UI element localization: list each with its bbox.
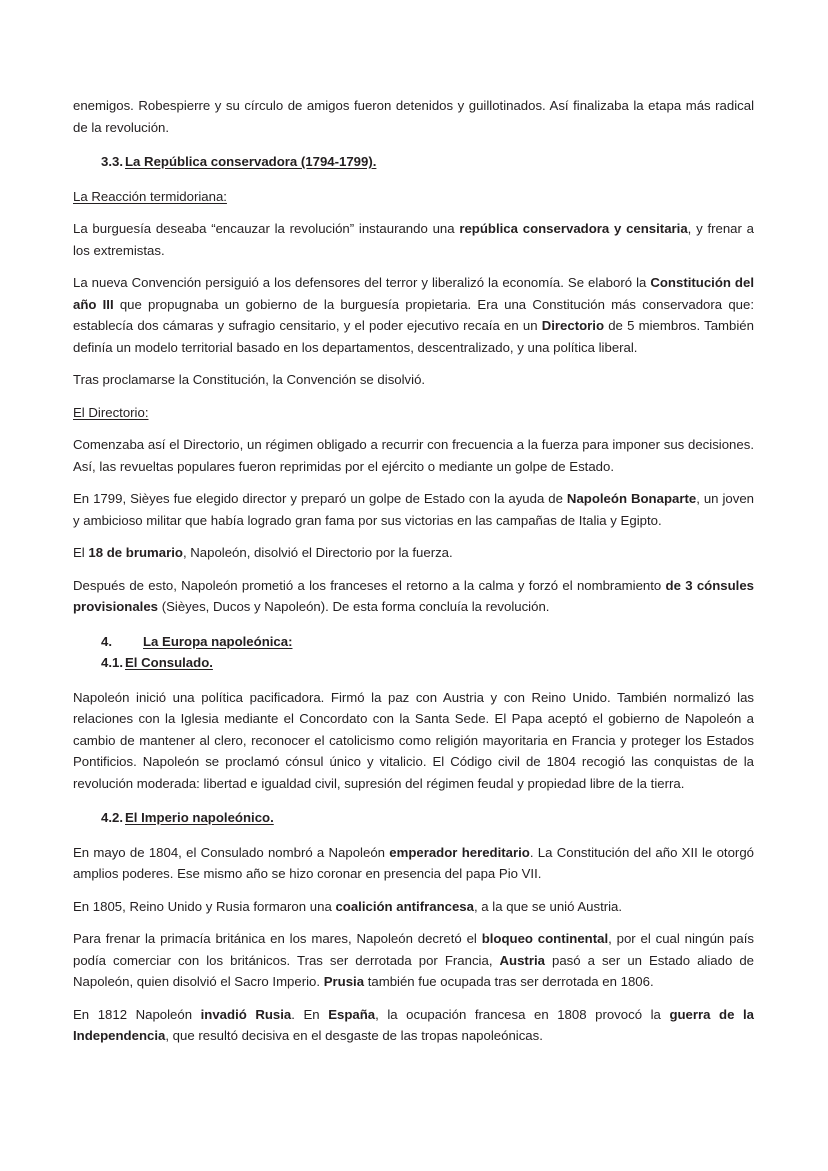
text-run: que propugnaba un gobierno de la burguesía propietaria. Era una Constitución más conservadora que: establecía dos cámaras y sufragio censitario, y el poder ejecutivo recaía en un [73, 296, 754, 333]
bold-text-run: emperador hereditario [389, 844, 530, 860]
section-sublabel [73, 186, 754, 208]
paragraph [73, 928, 754, 993]
text-run: Napoleón inició una política pacificadora. Firmó la paz con Austria y con Reino Unido. También normalizó las relaciones con la Iglesia mediante el Concordato con la Santa Sede. El Papa aceptó el gobierno de Napoleón a cambio de mantener al clero, reconocer el catolicismo como religión mayoritaria en Francia y proteger los Estados Pontificios. Napoleón se proclamó cónsul único y vitalicio. El Código civil de 1804 recogió las conquistas de la revolución moderada: libertad e igualdad civil, supresión del régimen feudal y propiedad libre de la tierra. [73, 689, 754, 791]
text-run: , y frenar a los extremistas. [73, 221, 754, 258]
heading-number: 4. [101, 633, 112, 649]
text-run: , a la que se unió Austria. [473, 898, 623, 914]
section-heading [73, 652, 754, 674]
text-run: enemigos. Robespierre y su círculo de amigos fueron detenidos y guillotinados. Así finalizaba la etapa más radical de la revolución. [73, 98, 754, 135]
heading-title: El Imperio napoleónico. [125, 810, 274, 825]
paragraph [73, 687, 754, 795]
text-run: En 1799, Sièyes fue elegido director y preparó un golpe de Estado con la ayuda de [73, 491, 567, 506]
paragraph [73, 542, 754, 564]
bold-text-run: de 3 cónsules provisionales [73, 577, 754, 614]
text-run: pasó a ser un Estado aliado de Napoleón, quien disolvió el Sacro Imperio. [73, 952, 754, 989]
paragraph [73, 369, 754, 391]
text-run: En 1812 Napoleón [73, 1006, 201, 1022]
text-run: de 5 miembros. También definía un modelo territorial basado en los departamentos, descentralizado, y una política liberal. [73, 318, 754, 355]
paragraph [73, 434, 754, 477]
bold-text-run: 18 de brumario [88, 545, 183, 560]
text-run: En 1805, Reino Unido y Rusia formaron una [73, 898, 336, 914]
bold-text-run: Austria [499, 952, 545, 968]
text-run: (Sièyes, Ducos y Napoleón). De esta forma concluía la revolución. [158, 599, 550, 614]
bold-text-run: invadió Rusia [200, 1006, 292, 1022]
bold-text-run: Constitución del año III [73, 275, 754, 312]
section-heading [73, 807, 754, 829]
paragraph [73, 95, 754, 138]
bold-text-run: república conservadora y censitaria [459, 221, 688, 236]
bold-text-run: España [328, 1006, 376, 1022]
bold-text-run: coalición antifrancesa [335, 898, 474, 914]
bold-text-run: Napoleón Bonaparte [566, 491, 697, 506]
text-run: , la ocupación francesa en 1808 provocó la [375, 1006, 670, 1022]
heading-number: 4.1. [101, 655, 123, 670]
heading-title: La Europa napoleónica: [143, 633, 293, 649]
text-run: La nueva Convención persiguió a los defensores del terror y liberalizó la economía. Se elaboró la [73, 275, 651, 290]
text-run: , por el cual ningún país podía comerciar con los británicos. Tras ser derrotada por Francia, [73, 931, 755, 968]
paragraph [73, 272, 754, 358]
text-run: Para frenar la primacía británica en los mares, Napoleón decretó el [73, 931, 482, 946]
paragraph [73, 842, 754, 885]
text-run: . En [291, 1006, 329, 1022]
text-run: Después de esto, Napoleón prometió a los franceses el retorno a la calma y forzó el nombramiento [73, 577, 666, 593]
text-run: . La Constitución del año XII le otorgó amplios poderes. Ese mismo año se hizo coronar en presencia del papa Pio VII. [73, 844, 754, 881]
bold-text-run: Directorio [541, 318, 605, 333]
paragraph [73, 896, 754, 918]
text-run: también fue ocupada tras ser derrotada en 1806. [364, 974, 654, 989]
bold-text-run: guerra de la Independencia [73, 1006, 754, 1043]
section-heading [73, 151, 754, 173]
text-run: , que resultó decisiva en el desgaste de las tropas napoleónicas. [165, 1028, 543, 1043]
text-run: En mayo de 1804, el Consulado nombró a Napoleón [73, 844, 390, 860]
paragraph [73, 488, 754, 531]
bold-text-run: Prusia [323, 974, 365, 989]
text-run: El [73, 545, 89, 560]
paragraph [73, 575, 754, 618]
paragraph [73, 1004, 754, 1047]
bold-text-run: bloqueo continental [481, 931, 609, 946]
text-run: , un joven y ambicioso militar que había logrado gran fama por sus victorias en las campañas de Italia y Egipto. [73, 491, 754, 528]
text-run: , Napoleón, disolvió el Directorio por la fuerza. [182, 545, 453, 560]
document-text-body [73, 95, 754, 1047]
heading-title: La República conservadora (1794-1799). [125, 154, 377, 169]
text-run: La burguesía deseaba “encauzar la revolución” instaurando una [73, 221, 460, 236]
heading-title: El Consulado. [125, 655, 213, 670]
heading-number: 3.3. [101, 154, 123, 169]
text-run: Comenzaba así el Directorio, un régimen obligado a recurrir con frecuencia a la fuerza para imponer sus decisiones. Así, las revueltas populares fueron reprimidas por el ejército o mediante un golpe de Estado. [73, 437, 754, 474]
paragraph [73, 218, 754, 261]
section-sublabel [73, 402, 754, 424]
text-run: Tras proclamarse la Constitución, la Convención se disolvió. [73, 372, 426, 387]
section-heading [73, 631, 754, 653]
sublabel-text: El Directorio: [73, 404, 149, 420]
heading-number: 4.2. [101, 810, 123, 825]
sublabel-text: La Reacción termidoriana: [73, 188, 227, 204]
